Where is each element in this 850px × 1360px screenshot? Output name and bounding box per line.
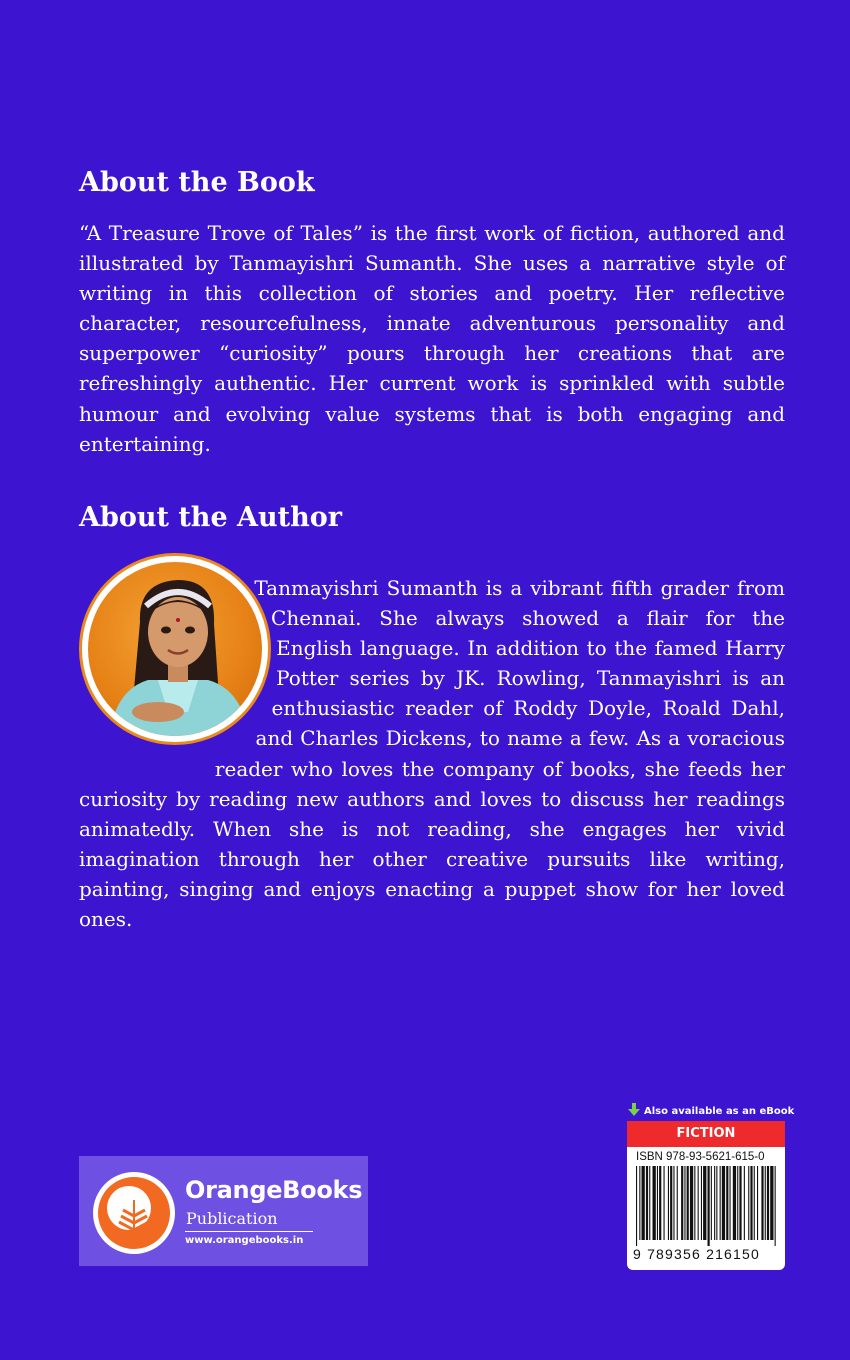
about-book-text: “A Treasure Trove of Tales” is the first work of fiction, authored and illustrated by Tanmayishri Sumanth. She uses a narrative style of writing in this collection of stories and poetry. Her reflective character, resourcefulness, innate adventurous personality and superpower “curiosity” pours through her creations that are refreshingly authentic. Her current work is sprinkled with subtle humour and evolving value systems that is both engaging and entertaining. bbox=[79, 221, 785, 456]
publisher-name: OrangeBooks bbox=[185, 1176, 363, 1204]
ebook-note-text: Also available as an eBook bbox=[644, 1106, 795, 1117]
about-book-heading: About the Book bbox=[79, 167, 315, 198]
barcode-card bbox=[627, 1121, 785, 1270]
author-photo-wrap-space bbox=[77, 559, 273, 755]
isbn-text: ISBN 978-93-5621-615-0 bbox=[636, 1151, 765, 1163]
ebook-availability-note bbox=[628, 1103, 794, 1117]
publisher-url: www.orangebooks.in bbox=[185, 1235, 304, 1246]
about-author-text-content: Tanmayishri Sumanth is a vibrant fifth grader from Chennai. She always showed a flair for the English language. In addition to the famed Harry Potter series by JK. Rowling, Tanmayishri is an enthusiastic reader of Roddy Doyle, Roald Dahl, and Charles Dickens, to name a few. As a voracious reader who loves the company of books, she feeds her curiosity by reading new authors and loves to discuss her readings animatedly. When she is not reading, she engages her vivid imagination through her other creative pursuits like writing, painting, singing and enjoys enacting a puppet show for her loved ones. bbox=[79, 576, 785, 932]
publisher-divider bbox=[185, 1231, 313, 1232]
barcode-digits: 9 789356 216150 bbox=[633, 1246, 760, 1262]
genre-label: FICTION bbox=[676, 1126, 736, 1141]
barcode-icon bbox=[636, 1166, 776, 1246]
publisher-subtitle: Publication bbox=[186, 1209, 278, 1228]
about-author-heading: About the Author bbox=[79, 502, 342, 533]
download-arrow-icon bbox=[628, 1103, 640, 1117]
genre-band bbox=[627, 1121, 785, 1149]
publisher-panel bbox=[79, 1156, 368, 1266]
about-author-text bbox=[79, 573, 785, 934]
orangebooks-logo-icon bbox=[93, 1172, 175, 1254]
